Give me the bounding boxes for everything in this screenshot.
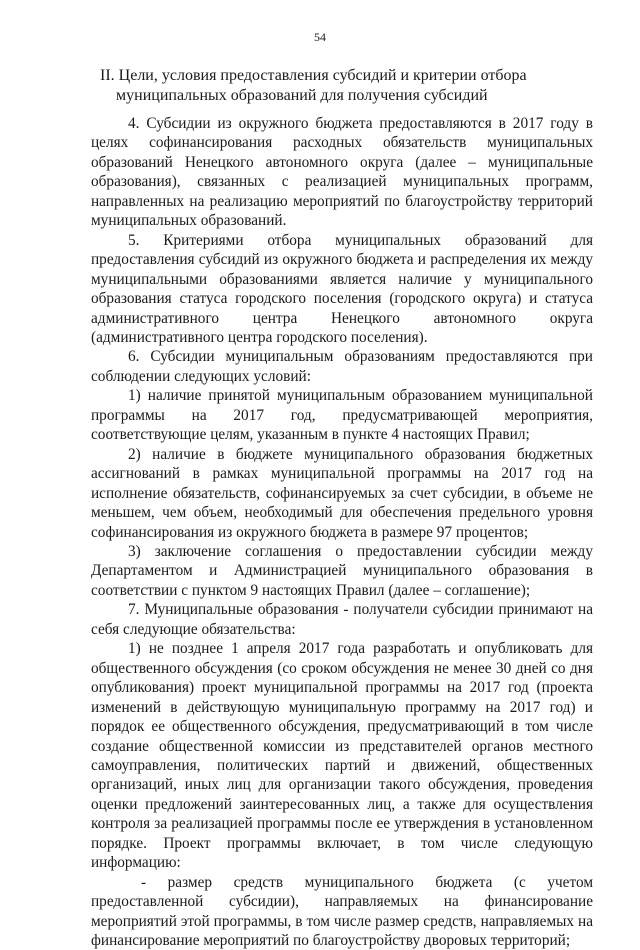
paragraph-7: 7. Муниципальные образования - получатели субсидии принимают на себя следующие обязательства: [91,601,593,638]
paragraph-6-item-2: 2) наличие в бюджете муниципального образования бюджетных ассигнований в рамках муниципальной программы на 2017 год на исполнение обязательств, софинансируемых за счет субсидии, в объеме не меньшем, чем объем, необходимый для обеспечения предельного уровня софинансирования из окружного бюджета в размере 97 процентов; [91,445,593,541]
paragraph-6: 6. Субсидии муниципальным образованиям предоставляются при соблюдении следующих условий: [91,348,593,385]
section-heading [100,66,600,106]
document-body [91,114,593,950]
paragraph-5: 5. Критериями отбора муниципальных образований для предоставления субсидий из окружного бюджета и распределения их между муниципальными образованиями является наличие у муниципального образования статуса городского поселения (городского округа) и статуса административного центра Ненецкого автономного округа (административного центра городского поселения). [91,231,593,346]
section-heading-line-2: муниципальных образований для получения субсидий [116,87,488,104]
paragraph-6-item-1: 1) наличие принятой муниципальным образованием муниципальной программы на 2017 год, предусматривающей мероприятия, соответствующие целям, указанным в пункте 4 настоящих Правил; [91,387,593,444]
paragraph-7-item-1-bullet: - размер средств муниципального бюджета (с учетом предоставленной субсидии), направляемых на финансирование мероприятий этой программы, в том числе размер средств, направляемых на финансирование мероприятий по благоустройству дворовых территорий; [91,873,593,950]
section-heading-line-1: II. Цели, условия предоставления субсидий и критерии отбора [100,67,527,84]
page-number: 54 [314,30,326,44]
paragraph-7-item-1: 1) не позднее 1 апреля 2017 года разработать и опубликовать для общественного обсуждения (со сроком обсуждения не менее 30 дней со дня опубликования) проект муниципальной программы на 2017 год (проекта изменений в действующую муниципальную программу на 2017 год) и порядок ее общественного обсуждения, предусматривающий в том числе создание общественной комиссии из представителей органов местного самоуправления, политических партий и движений, общественных организаций, иных лиц для организации такого обсуждения, проведения оценки предложений заинтересованных лиц, а также для осуществления контроля за реализацией программы после ее утверждения в установленном порядке. Проект программы включает, в том числе следующую информацию: [91,640,593,872]
paragraph-6-item-3: 3) заключение соглашения о предоставлении субсидии между Департаментом и Администрацией муниципального образования в соответствии с пунктом 9 настоящих Правил (далее – соглашение); [91,542,593,599]
paragraph-4: 4. Субсидии из окружного бюджета предоставляются в 2017 году в целях софинансирования расходных обязательств муниципальных образований Ненецкого автономного округа (далее – муниципальные образования), связанных с реализацией муниципальных программ, направленных на реализацию мероприятий по благоустройству территорий муниципальных образований. [91,115,593,230]
